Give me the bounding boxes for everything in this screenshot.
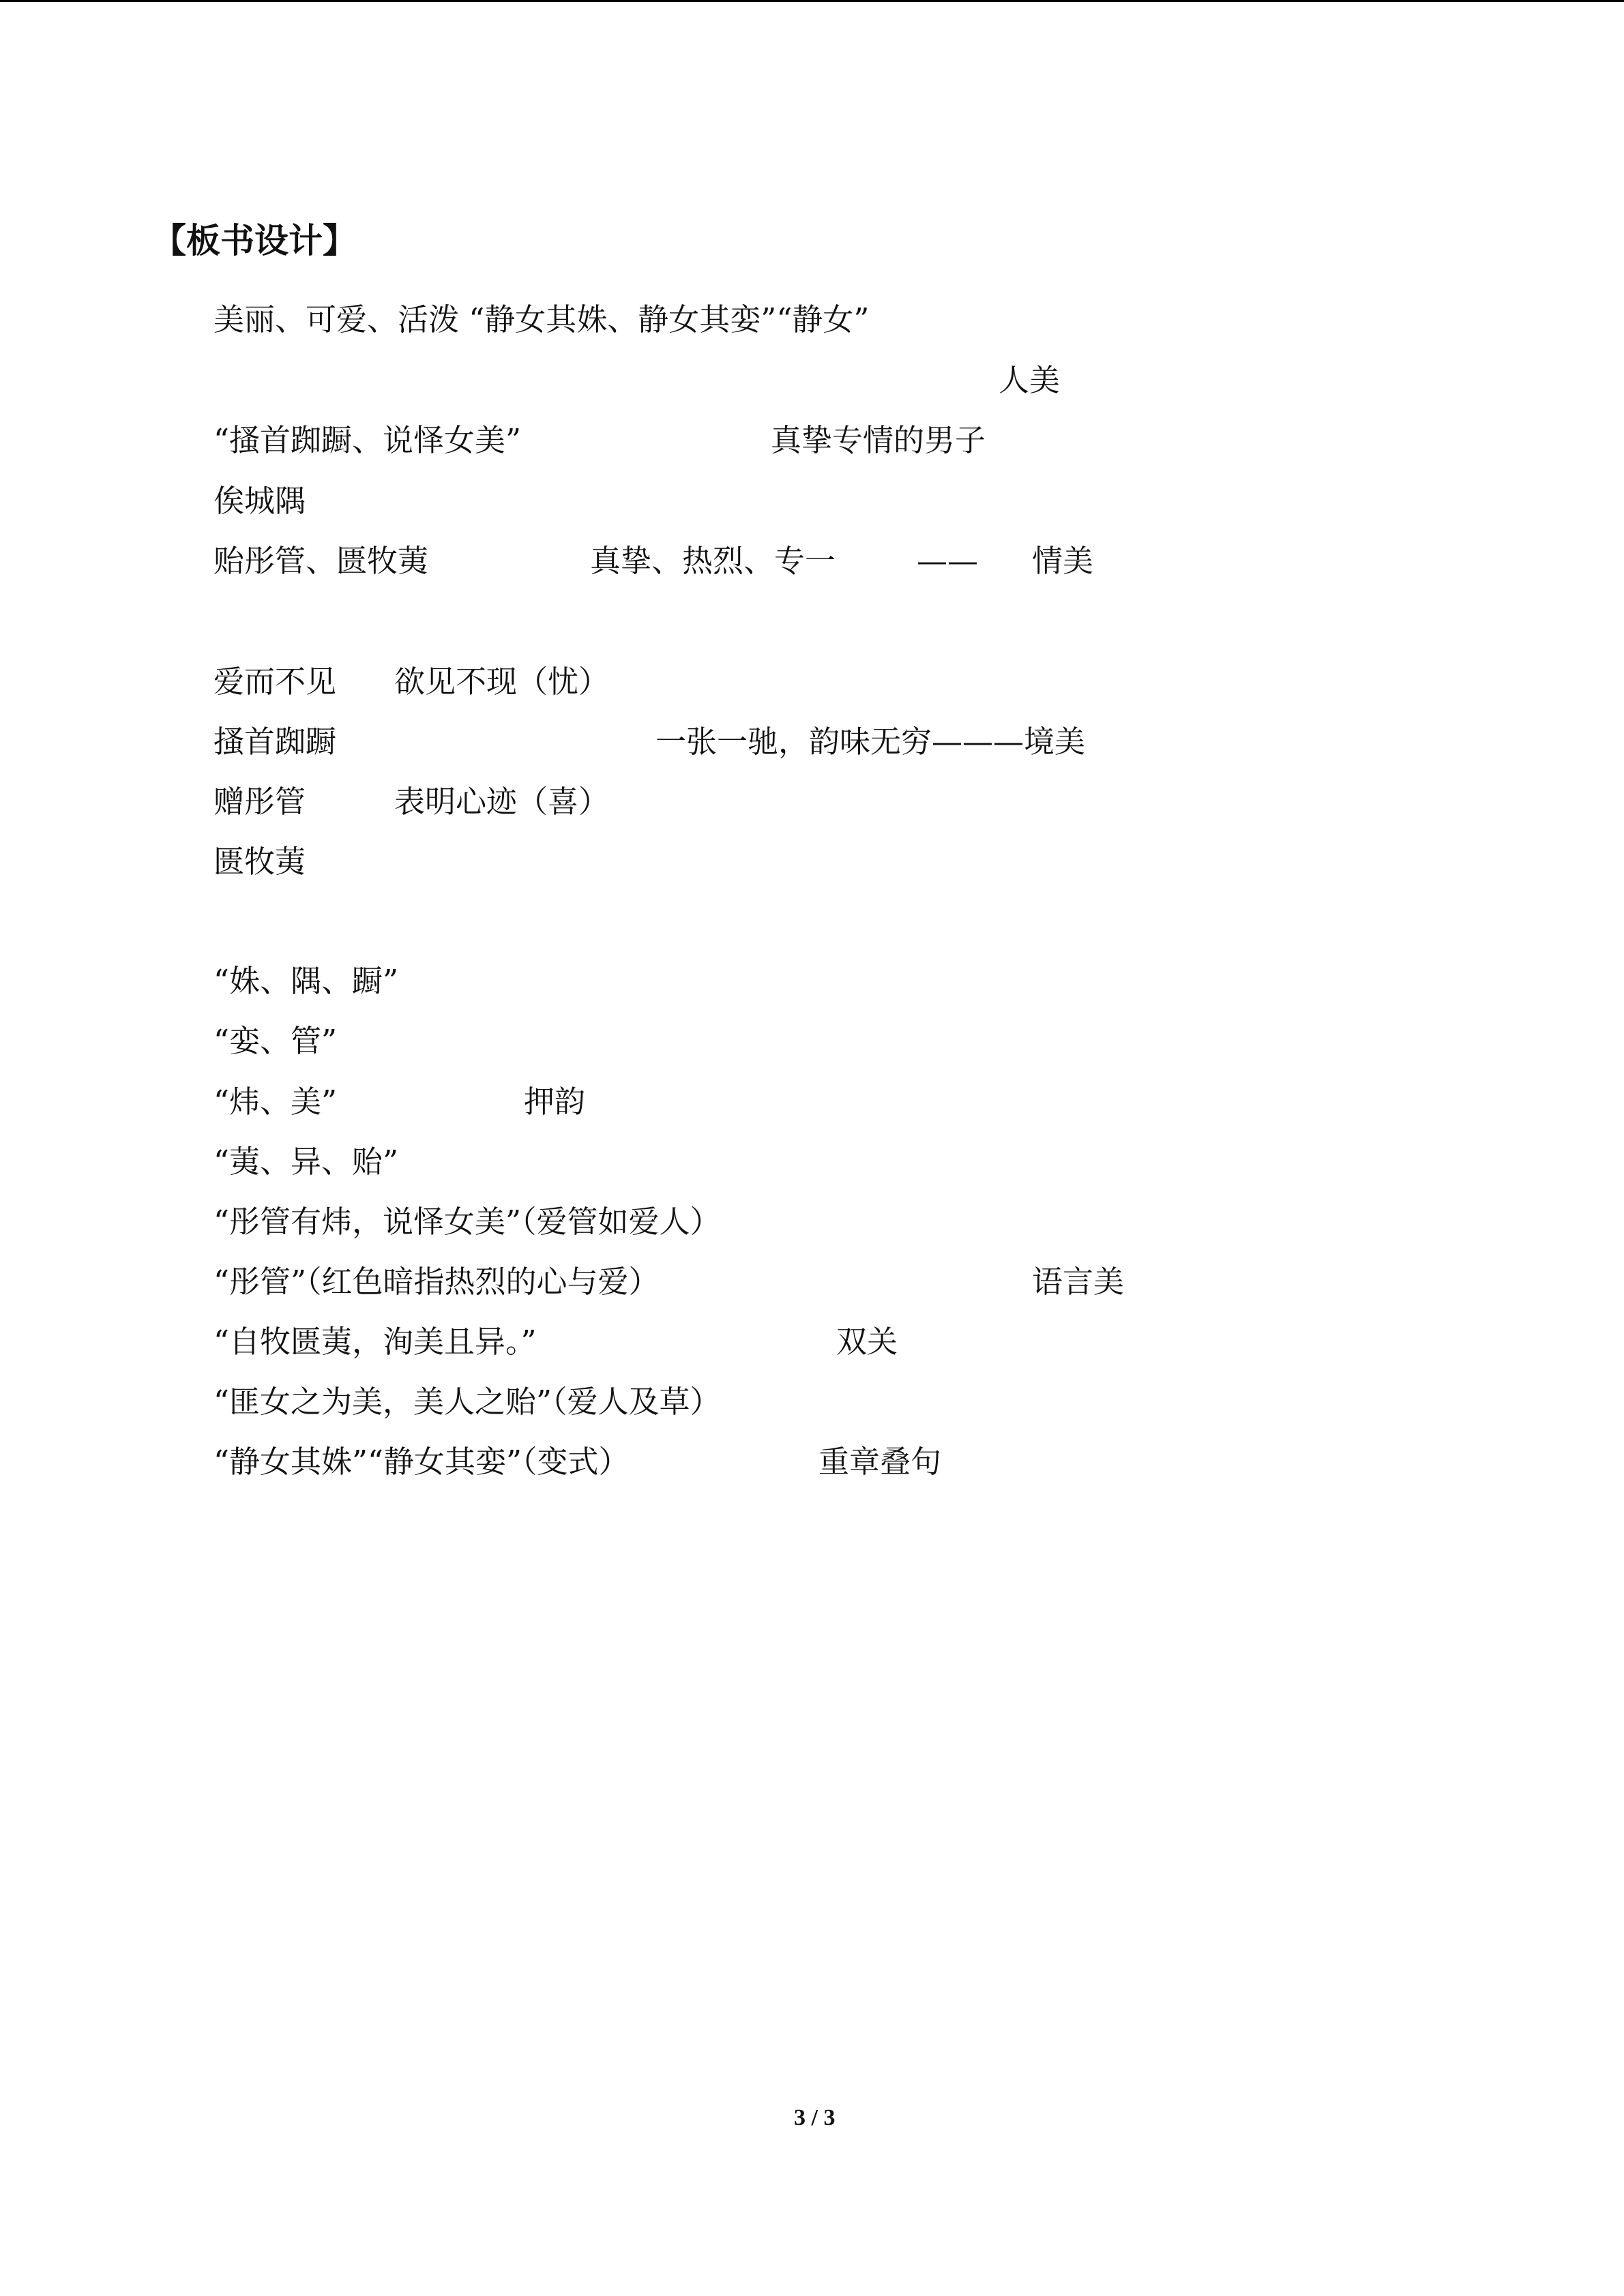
- line-repetition: “静女其姝”“静女其娈”（变式）: [213, 1444, 630, 1480]
- label-double-meaning: 双关: [836, 1324, 898, 1360]
- line-love-unseen: 爱而不见: [213, 664, 337, 700]
- line-grass-gift: 匮牧荑: [213, 844, 306, 880]
- label-scene-beauty: 一张一驰，韵味无穷———境美: [655, 724, 1086, 760]
- line-worry: 欲见不现（忧）: [394, 664, 610, 700]
- line-wait-corner: 俟城隅: [213, 483, 306, 519]
- label-person-beauty: 人美: [999, 362, 1061, 398]
- page-number: 3 / 3: [794, 2105, 836, 2130]
- dash-connector: ——: [917, 543, 978, 579]
- line-beauty-description: 美丽、可爱、活泼 “静女其姝、静女其娈”“静女”: [213, 301, 870, 338]
- line-pun-2: “彤管”（红色暗指热烈的心与爱）: [213, 1264, 660, 1300]
- line-gift-tube: 赠彤管: [213, 784, 306, 820]
- line-pun-3: “自牧匮荑，洵美且异。”: [213, 1324, 537, 1360]
- line-rhyme-2: “娈、管”: [213, 1023, 338, 1059]
- line-gift-items: 贻彤管、匮牧荑: [213, 543, 429, 579]
- line-quote-scratch-head: “搔首踟蹰、说怿女美”: [213, 422, 522, 458]
- label-language-beauty: 语言美: [1032, 1264, 1125, 1300]
- line-rhyme-4: “荑、异、贻”: [213, 1144, 399, 1180]
- line-sincere-man: 真挚专情的男子: [771, 422, 986, 458]
- line-rhyme-1: “姝、隅、蹰”: [213, 963, 399, 999]
- label-emotion-beauty: 情美: [1032, 543, 1094, 579]
- label-repeated-stanzas: 重章叠句: [818, 1444, 942, 1480]
- page-top-border: [0, 0, 1624, 2]
- line-joy: 表明心迹（喜）: [394, 784, 610, 820]
- label-rhyme: 押韵: [524, 1084, 586, 1120]
- section-heading: 【板书设计】: [152, 220, 357, 260]
- line-scratch-head: 搔首踟蹰: [213, 724, 337, 760]
- line-rhyme-3: “炜、美”: [213, 1084, 338, 1120]
- line-sincere-traits: 真挚、热烈、专一: [590, 543, 836, 579]
- line-pun-4: “匪女之为美，美人之贻”（爱人及草）: [213, 1384, 721, 1420]
- line-pun-1: “彤管有炜，说怿女美”（爱管如爱人）: [213, 1204, 721, 1240]
